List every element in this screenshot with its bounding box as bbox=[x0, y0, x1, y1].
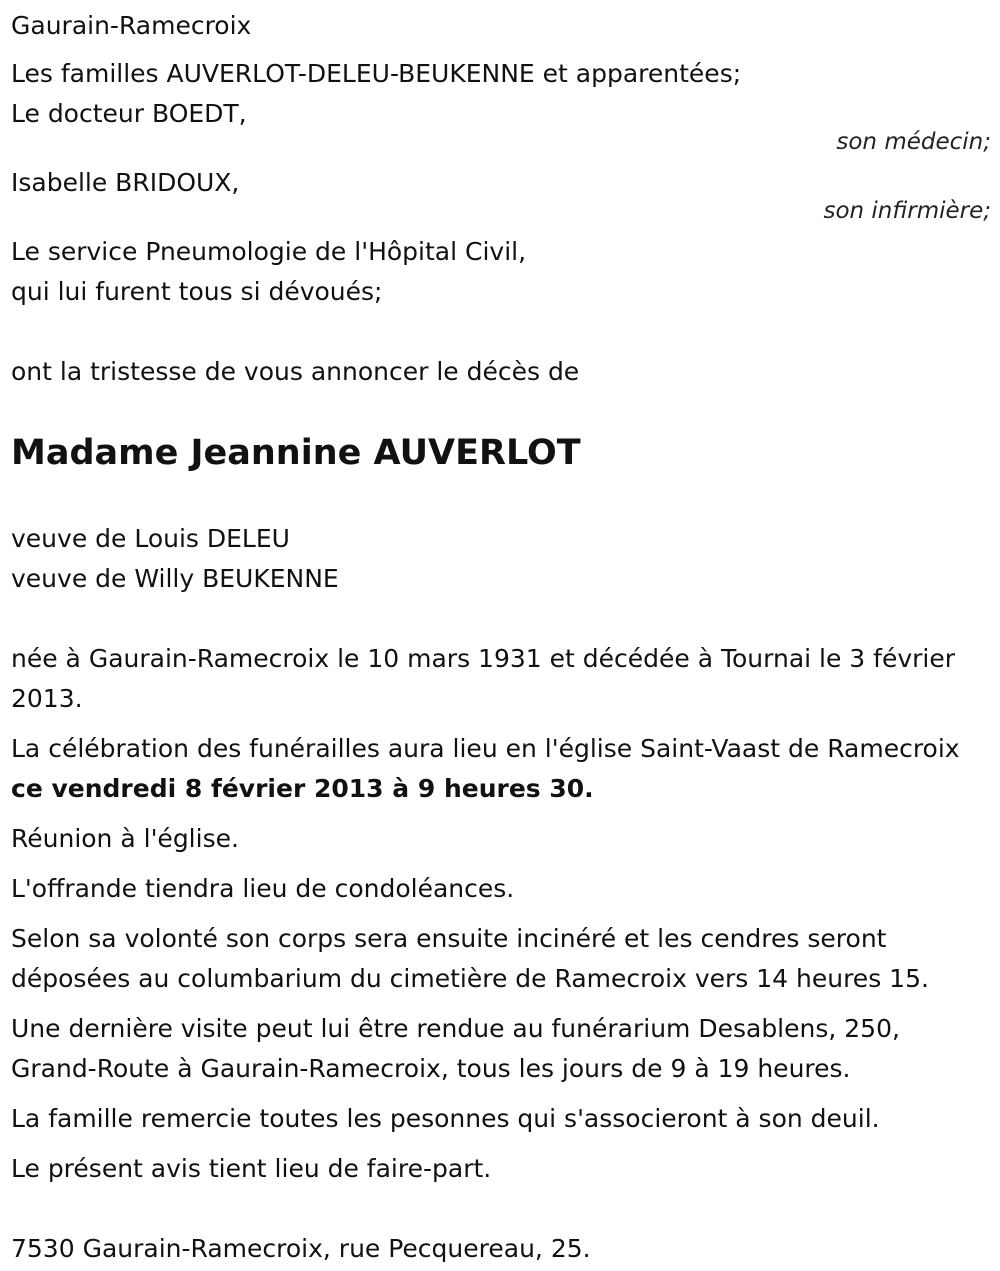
visit-text: Une dernière visite peut lui être rendue au funérarium Desablens, 250, Grand-Route à Gaurain-Ramecroix, tous les jours de 9 à 19 heures. bbox=[11, 1014, 900, 1083]
deceased-name: Madame Jeannine AUVERLOT bbox=[11, 433, 581, 473]
meeting-text: Réunion à l'église. bbox=[11, 824, 239, 853]
doctor-name: Le docteur BOEDT, bbox=[11, 99, 247, 128]
address-text: 7530 Gaurain-Ramecroix, rue Pecquereau, 25. bbox=[11, 1234, 591, 1263]
ceremony-date: ce vendredi 8 février 2013 à 9 heures 30. bbox=[11, 774, 594, 803]
ceremony-location: La célébration des funérailles aura lieu en l'église Saint-Vaast de Ramecroix bbox=[11, 734, 960, 763]
service-line-2: qui lui furent tous si dévoués; bbox=[11, 277, 383, 306]
service-line-1: Le service Pneumologie de l'Hôpital Civil, bbox=[11, 237, 527, 266]
offering-text: L'offrande tiendra lieu de condoléances. bbox=[11, 874, 515, 903]
notice-text: Le présent avis tient lieu de faire-part. bbox=[11, 1154, 492, 1183]
header-place: Gaurain-Ramecroix bbox=[11, 11, 252, 40]
families-line: Les familles AUVERLOT-DELEU-BEUKENNE et apparentées; bbox=[11, 59, 742, 88]
intro-text: ont la tristesse de vous annoncer le décès de bbox=[11, 357, 580, 386]
obituary-notice bbox=[11, 0, 991, 1269]
cremation-text: Selon sa volonté son corps sera ensuite incinéré et les cendres seront déposées au columbarium du cimetière de Ramecroix vers 14 heures 15. bbox=[11, 924, 929, 993]
ceremony-text bbox=[11, 729, 991, 809]
nurse-name: Isabelle BRIDOUX, bbox=[11, 168, 240, 197]
thanks-text: La famille remercie toutes les pesonnes qui s'associeront à son deuil. bbox=[11, 1104, 880, 1133]
birth-death-text: née à Gaurain-Ramecroix le 10 mars 1931 et décédée à Tournai le 3 février 2013. bbox=[11, 644, 956, 713]
widow-of-2: veuve de Willy BEUKENNE bbox=[11, 564, 339, 593]
widow-of-1: veuve de Louis DELEU bbox=[11, 524, 290, 553]
doctor-role: son médecin; bbox=[836, 129, 991, 155]
nurse-role: son infirmière; bbox=[823, 198, 991, 224]
